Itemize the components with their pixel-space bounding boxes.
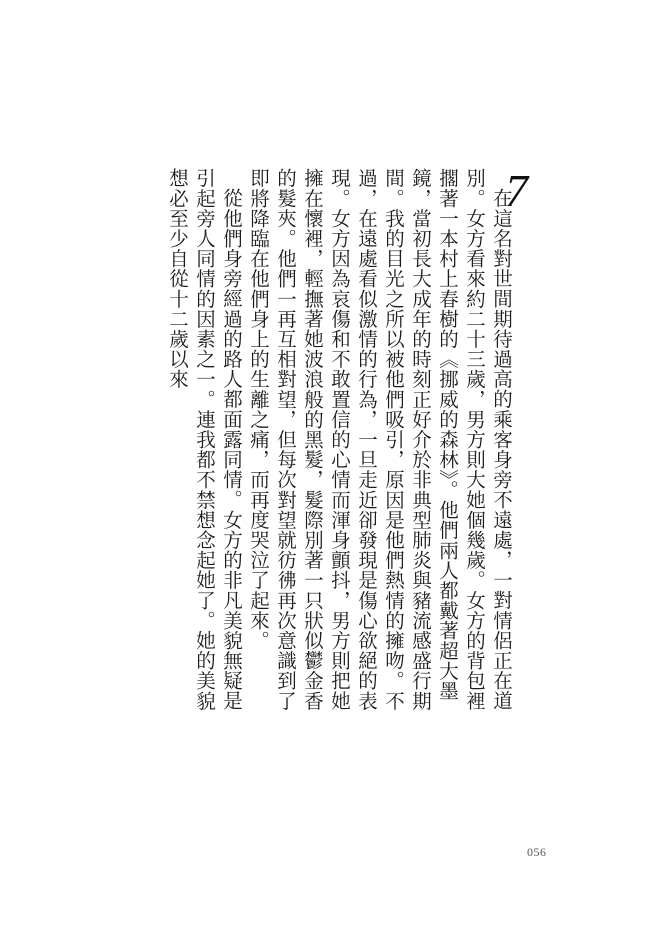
paragraph-1: 在這名對世間期待過高的乘客身旁不遠處，一對情侶正在道別。女方看來約二十三歲，男方則大她個幾歲。女方的背包裡擱著一本村上春樹的《挪威的森林》。他們兩人都戴著超大墨鏡，當初長大成年的時刻正好介於非典型肺炎與豬流感盛行期間。我的目光之所以被他們吸引，原因是他們熱情的擁吻。不過，在遠處看似激情的行為，一旦走近卻發現是傷心欲絕的表現。女方因為哀傷和不敢置信的心情而渾身顫抖，男方則把她擁在懷裡，輕撫著她波浪般的黑髮，髮際別著一只狀似鬱金香的髮夾。他們一再互相對望，但每次對望就彷彿再次意識到了即將降臨在他們身上的生離之痛，而再度哭泣了起來。	[247, 168, 513, 712]
body-text	[164, 168, 515, 728]
page-number: 056	[527, 845, 547, 859]
paragraph-2: 從他們身旁經過的路人都面露同情。女方的非凡美貌無疑是引起旁人同情的因素之一。連我都不禁想念起她了。她的美貌想必至少自從十二歲以來	[166, 168, 243, 712]
chapter-number: 7	[505, 165, 528, 216]
